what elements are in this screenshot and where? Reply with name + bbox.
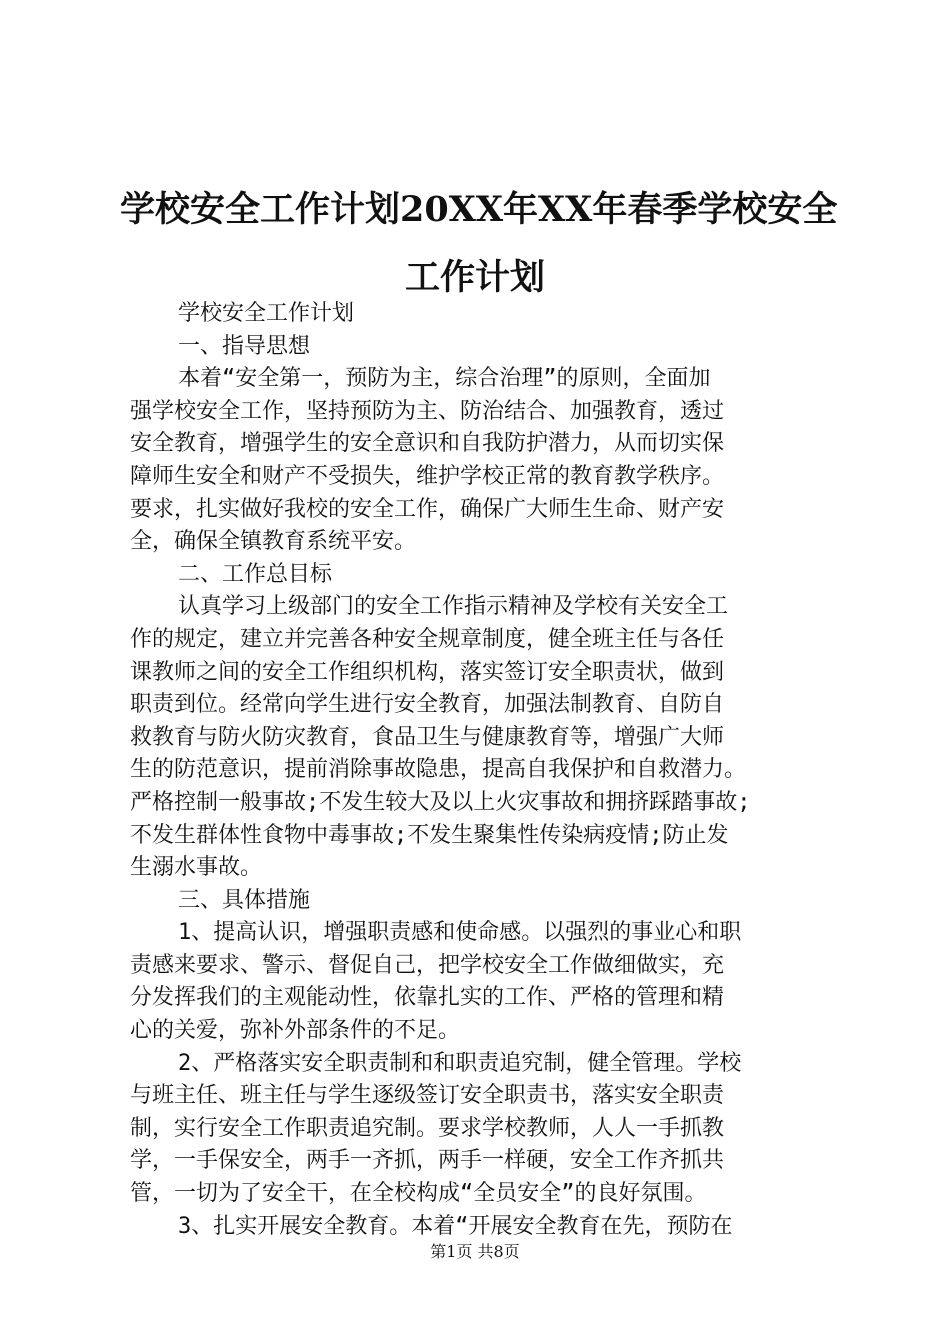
- text-line: 三、具体措施: [178, 887, 311, 913]
- text-line: 不发生群体性食物中毒事故;不发生聚集性传染病疫情;防止发: [130, 822, 729, 848]
- text-line: 3、扎实开展安全教育。本着“开展安全教育在先，预防在: [178, 1213, 733, 1239]
- text-line: 与班主任、班主任与学生逐级签订安全职责书，落实安全职责: [130, 1083, 725, 1109]
- title-line-1: 学校安全工作计划20XX年XX年春季学校安全: [120, 189, 838, 230]
- text-line: 救教育与防火防灾教育，食品卫生与健康教育等，增强广大师: [130, 724, 725, 750]
- text-line: 分发挥我们的主观能动性，依靠扎实的工作、严格的管理和精: [130, 985, 725, 1011]
- text-line: 1、提高认识，增强职责感和使命感。以强烈的事业心和职: [178, 920, 742, 946]
- text-line: 障师生安全和财产不受损失，维护学校正常的教育教学秩序。: [130, 463, 725, 489]
- text-line: 二、工作总目标: [178, 561, 333, 587]
- text-line: 安全教育，增强学生的安全意识和自我防护潜力，从而切实保: [130, 431, 725, 457]
- text-line: 严格控制一般事故;不发生较大及以上火灾事故和拥挤踩踏事故;: [130, 789, 751, 815]
- text-line: 作的规定，建立并完善各种安全规章制度，健全班主任与各任: [130, 626, 725, 652]
- text-line: 职责到位。经常向学生进行安全教育，加强法制教育、自防自: [130, 692, 725, 718]
- text-line: 制，实行安全工作职责追究制。要求学校教师，人人一手抓教: [130, 1115, 725, 1141]
- text-line: 生的防范意识，提前消除事故隐患，提高自我保护和自救潜力。: [130, 757, 747, 783]
- text-line: 2、严格落实安全职责制和和职责追究制，健全管理。学校: [178, 1050, 742, 1076]
- document-title: [120, 176, 838, 312]
- text-line: 本着“安全第一，预防为主，综合治理”的原则，全面加: [178, 366, 711, 392]
- text-line: 认真学习上级部门的安全工作指示精神及学校有关安全工: [178, 594, 729, 620]
- text-line: 学，一手保安全，两手一齐抓，两手一样硬，安全工作齐抓共: [130, 1148, 725, 1174]
- document-body: [130, 298, 830, 1243]
- text-line: 学校安全工作计划: [178, 301, 355, 326]
- text-line: 强学校安全工作，坚持预防为主、防治结合、加强教育，透过: [130, 398, 725, 424]
- text-line: 生溺水事故。: [130, 855, 263, 881]
- text-line: 心的关爱，弥补外部条件的不足。: [130, 1018, 461, 1044]
- text-line: 管，一切为了安全干，在全校构成“全员安全”的良好氛围。: [130, 1181, 707, 1207]
- text-line: 责感来要求、警示、督促自己，把学校安全工作做细做实，充: [130, 952, 725, 978]
- text-line: 要求，扎实做好我校的安全工作，确保广大师生生命、财产安: [130, 496, 725, 522]
- title-line-2: 工作计划: [404, 257, 545, 298]
- text-line: 一、指导思想: [178, 333, 311, 359]
- text-line: 全，确保全镇教育系统平安。: [130, 529, 417, 555]
- page-footer: 第1页 共8页: [430, 1242, 520, 1261]
- text-line: 课教师之间的安全工作组织机构，落实签订安全职责状，做到: [130, 659, 725, 685]
